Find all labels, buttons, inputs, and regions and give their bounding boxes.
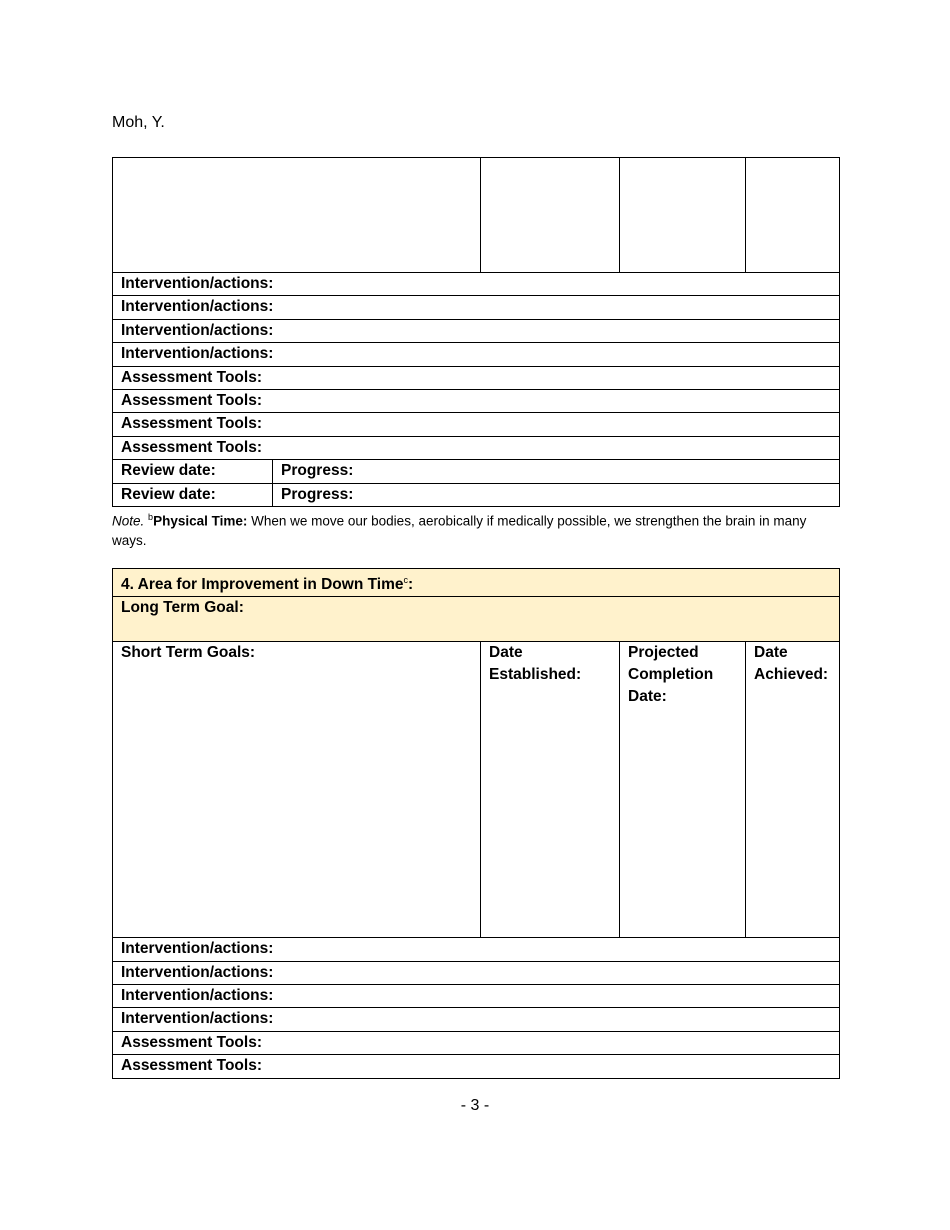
page-number: - 3 -	[460, 1097, 490, 1114]
date-established-cell[interactable]	[481, 158, 620, 273]
intervention-row[interactable]: Intervention/actions:	[113, 343, 840, 366]
area-superscript: c	[403, 575, 409, 585]
assessment-row[interactable]: Assessment Tools:	[113, 436, 840, 459]
header-author: Moh, Y.	[112, 114, 165, 131]
assessment-row[interactable]: Assessment Tools:	[113, 1055, 840, 1078]
review-date-label[interactable]: Review date:	[113, 483, 273, 506]
progress-label[interactable]: Progress:	[273, 483, 840, 506]
date-established-cell[interactable]: Date Established:	[481, 642, 620, 938]
short-term-goals-row	[113, 158, 840, 273]
short-term-goals-cell[interactable]	[113, 158, 481, 273]
assessment-row[interactable]: Assessment Tools:	[113, 389, 840, 412]
note-prefix: Note.	[112, 513, 145, 529]
assessment-row[interactable]: Assessment Tools:	[113, 1031, 840, 1054]
intervention-row[interactable]: Intervention/actions:	[113, 273, 840, 296]
note-superscript: b	[148, 512, 154, 522]
projected-completion-cell[interactable]	[620, 158, 746, 273]
intervention-row[interactable]: Intervention/actions:	[113, 319, 840, 342]
note-term: Physical Time:	[153, 513, 248, 529]
intervention-row[interactable]: Intervention/actions:	[113, 984, 840, 1007]
date-achieved-cell[interactable]	[746, 158, 840, 273]
goal-table-4	[112, 568, 840, 1079]
date-achieved-cell[interactable]: Date Achieved:	[746, 642, 840, 938]
progress-label[interactable]: Progress:	[273, 460, 840, 483]
intervention-row[interactable]: Intervention/actions:	[113, 296, 840, 319]
assessment-row[interactable]: Assessment Tools:	[113, 413, 840, 436]
goal-table-3	[112, 157, 840, 507]
long-term-goal-cell[interactable]: Long Term Goal:	[113, 597, 840, 642]
review-date-label[interactable]: Review date:	[113, 460, 273, 483]
intervention-row[interactable]: Intervention/actions:	[113, 938, 840, 961]
projected-completion-cell[interactable]: Projected Completion Date:	[620, 642, 746, 938]
assessment-row[interactable]: Assessment Tools:	[113, 366, 840, 389]
intervention-row[interactable]: Intervention/actions:	[113, 1008, 840, 1031]
short-term-goals-cell[interactable]: Short Term Goals:	[113, 642, 481, 938]
table-note	[112, 508, 839, 550]
note-text: When we move our bodies, aerobically if medically possible, we strengthen the brain in many ways.	[112, 513, 807, 548]
intervention-row[interactable]: Intervention/actions:	[113, 961, 840, 984]
area-title: 4. Area for Improvement in Down Time$^c$:	[113, 569, 840, 597]
